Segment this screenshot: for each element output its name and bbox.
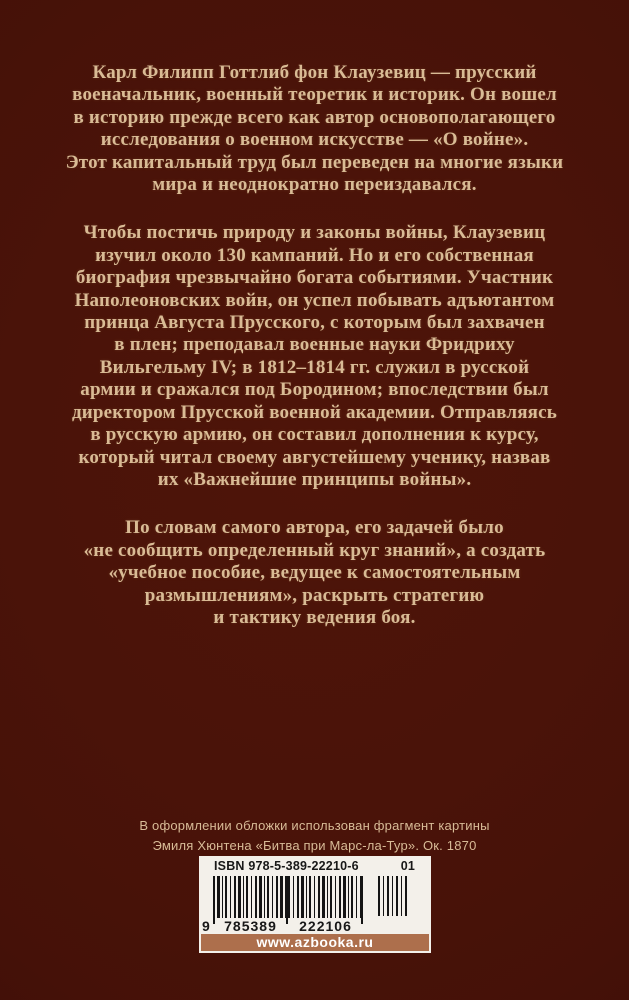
cover-art-credit	[0, 816, 629, 856]
paragraph-biography	[35, 222, 595, 491]
text-line: Этот капитальный труд был переведен на многие языки	[65, 151, 564, 173]
text-line: Наполеоновских войн, он успел побывать адъютантом	[74, 289, 555, 311]
text-line: директором Прусской военной академии. Отправляясь	[71, 401, 558, 423]
text-line: и тактику ведения боя.	[213, 606, 416, 628]
text-line: принца Августа Прусского, с которым был захвачен	[84, 312, 545, 334]
text-line: в историю прежде всего как автор основополагающего	[73, 106, 556, 128]
text-line: «учебное пособие, ведущее к самостоятельным	[108, 562, 521, 584]
text-line: в русскую армию, он составил дополнения к курсу,	[90, 424, 539, 446]
barcode-guard-bar	[213, 876, 215, 924]
text-line: армии и сражался под Бородином; впоследствии был	[80, 379, 549, 401]
paragraph-author-intro	[35, 62, 595, 196]
isbn-row	[199, 856, 431, 875]
text-line: Вильгельму IV; в 1812–1814 гг. служил в русской	[99, 356, 530, 378]
ean13-barcode	[213, 876, 363, 918]
barcode-guard-bar	[361, 876, 363, 924]
barcode-block	[199, 856, 431, 953]
isbn-number: ISBN 978-5-389-22210-6	[214, 859, 359, 873]
ean-digits	[213, 918, 363, 934]
text-line: биография чрезвычайно богата событиями. Участник	[75, 267, 554, 289]
text-line: Карл Филипп Готтлиб фон Клаузевиц — прусский	[92, 62, 537, 83]
barcode-addon-label: 01	[400, 859, 415, 873]
text-line: В оформлении обложки использован фрагмент картины	[139, 818, 490, 833]
text-line: Чтобы постичь природу и законы войны, Клаузевиц	[83, 222, 546, 244]
barcode-guard-bar	[286, 876, 288, 924]
text-line: их «Важнейшие принципы войны».	[157, 468, 472, 490]
text-line: который читал своему августейшему ученику, назвав	[78, 446, 551, 468]
text-line: Эмиля Хюнтена «Битва при Марс-ла-Тур». Ок. 1870	[152, 838, 477, 853]
paragraph-author-goal	[35, 517, 595, 629]
text-line: «не сообщить определенный круг знаний», а создать	[83, 539, 546, 561]
ean-digit-group-1: 785389	[224, 918, 277, 934]
text-line: исследования о военном искусстве — «О войне».	[100, 129, 529, 151]
text-line: мира и неоднократно переиздавался.	[152, 174, 477, 196]
text-line: изучил около 130 кампаний. Но и его собственная	[95, 244, 534, 266]
publisher-website: www.azbooka.ru	[201, 934, 429, 951]
text-line: По словам самого автора, его задачей было	[125, 517, 504, 539]
text-line: в плен; преподавал военные науки Фридриху	[114, 334, 515, 356]
ean2-addon-barcode	[378, 876, 407, 916]
barcode-bars-area	[199, 875, 431, 935]
annotation-text	[35, 62, 595, 629]
ean-lead-digit: 9	[202, 918, 210, 934]
ean-digit-group-2: 222106	[299, 918, 352, 934]
text-line: военачальник, военный теоретик и историк. Он вошел	[72, 84, 557, 106]
text-line: размышлениям», раскрыть стратегию	[144, 584, 485, 606]
